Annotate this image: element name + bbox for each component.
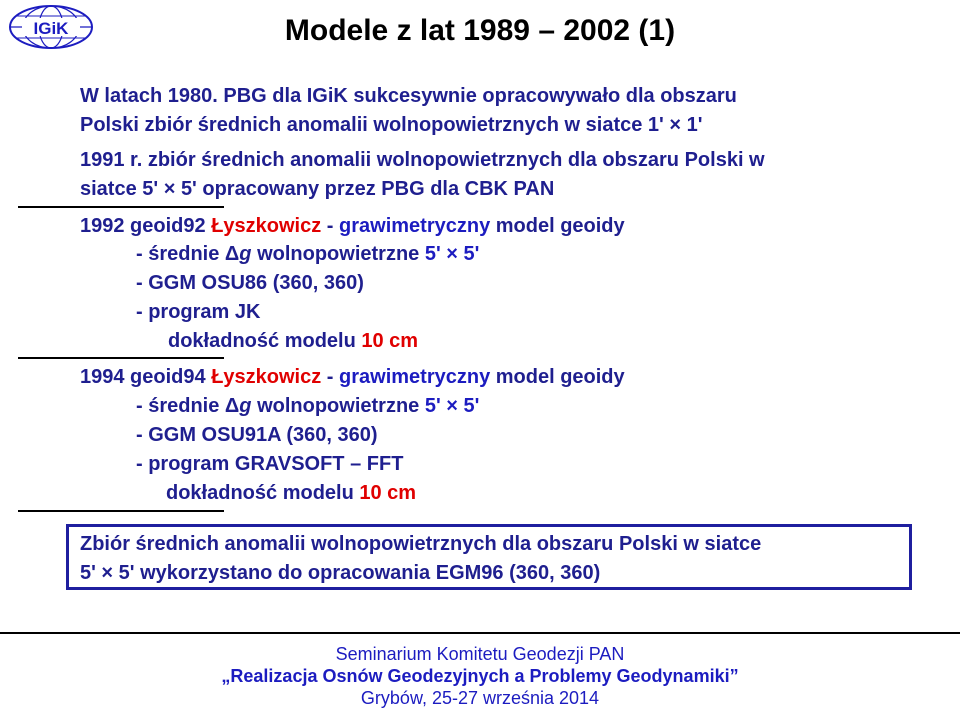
model-1994-accuracy-label: dokładność modelu [166,482,360,504]
footer-divider [0,632,960,634]
separator-1 [18,206,224,208]
model-1992-accuracy [168,327,418,356]
separator-2 [18,357,224,359]
model-1992-item-2: - GGM OSU86 (360, 360) [136,272,364,294]
model-1994-heading [80,363,625,392]
model-1994-accuracy [166,479,416,508]
intro-line-3: 1991 r. zbiór średnich anomalii wolnopowietrznych dla obszaru Polski w [80,149,765,171]
page-title: Modele z lat 1989 – 2002 (1) [284,14,676,47]
model-1994-item-1-grid: 5' × 5' [424,395,480,417]
model-1994-type: grawimetryczny [339,366,491,388]
model-1992-accuracy-value: 10 cm [361,330,419,352]
model-1992-type: grawimetryczny [339,215,491,237]
model-1992-year-name: 1992 geoid92 [80,215,212,237]
model-1992-author: Łyszkowicz [211,215,322,237]
model-1994-item-1 [136,392,479,421]
intro-line-2: Polski zbiór średnich anomalii wolnopowietrznych w siatce 1' × 1' [80,114,703,136]
model-1994-year-name: 1994 geoid94 [80,366,212,388]
separator-3 [18,510,224,512]
model-1994-item-1-middle: wolnopowietrzne [251,395,425,417]
footer-location-date: Grybów, 25-27 września 2014 [360,688,600,708]
g-symbol: g [239,243,252,265]
logo-text: IGiK [33,19,69,38]
model-1994-dash: - [321,366,340,388]
model-1992-rest: model geoidy [490,215,625,237]
model-1994-author: Łyszkowicz [211,366,322,388]
summary-line-2: 5' × 5' wykorzystano do opracowania EGM96 (360, 360) [80,562,601,584]
model-1992-item-1-prefix: - średnie [136,243,225,265]
model-1992-item-1-middle: wolnopowietrzne [251,243,425,265]
model-1992-accuracy-label: dokładność modelu [168,330,362,352]
g-symbol: g [239,395,252,417]
model-1992-item-1 [136,240,479,269]
intro-line-1: W latach 1980. PBG dla IGiK sukcesywnie opracowywało dla obszaru [80,85,737,107]
delta-symbol: Δ [224,243,240,265]
model-1994-item-3: - program GRAVSOFT – FFT [136,453,404,475]
model-1992-heading [80,212,625,241]
model-1994-item-1-prefix: - średnie [136,395,225,417]
delta-symbol: Δ [224,395,240,417]
model-1994-item-2: - GGM OSU91A (360, 360) [136,424,378,446]
footer-seminar: Seminarium Komitetu Geodezji PAN [335,644,625,664]
model-1994-accuracy-value: 10 cm [359,482,417,504]
model-1992-dash: - [321,215,340,237]
intro-line-4: siatce 5' × 5' opracowany przez PBG dla CBK PAN [80,178,555,200]
model-1992-item-1-grid: 5' × 5' [424,243,480,265]
model-1994-rest: model geoidy [490,366,625,388]
summary-line-1: Zbiór średnich anomalii wolnopowietrznych dla obszaru Polski w siatce [80,533,762,555]
igik-logo [8,4,94,50]
model-1992-item-3: - program JK [136,301,261,323]
footer-conference-title: „Realizacja Osnów Geodezyjnych a Problemy Geodynamiki” [221,666,739,686]
